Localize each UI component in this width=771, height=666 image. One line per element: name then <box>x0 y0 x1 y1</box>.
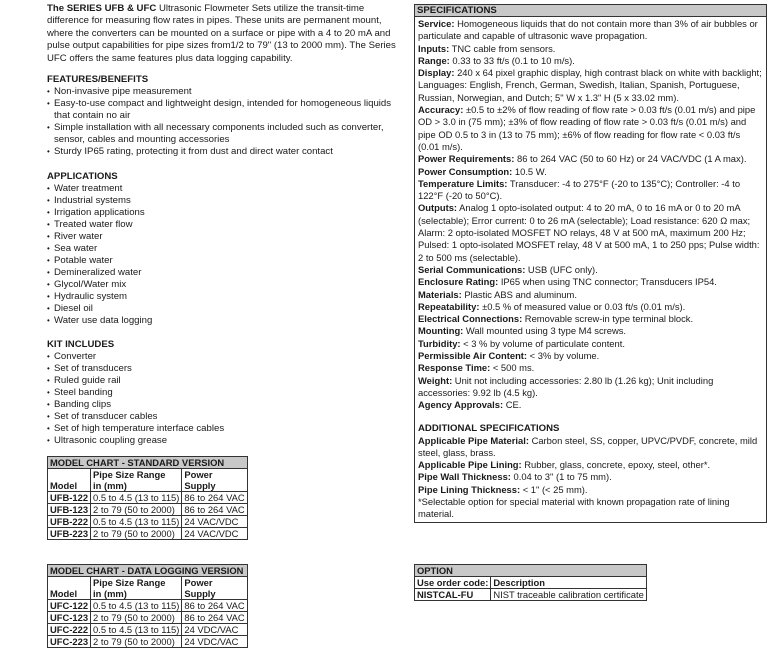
spec-label: Repeatability: <box>418 300 480 312</box>
model-chart-logging-rows <box>48 600 248 648</box>
option-description: NIST traceable calibration certificate <box>491 589 646 601</box>
option-col-code-header: Use order code: <box>415 577 491 589</box>
table-row <box>415 589 647 601</box>
spec-label: Display: <box>418 67 455 79</box>
kit-section <box>47 339 402 447</box>
spec-item <box>418 264 764 276</box>
spec-value: 10.5 W. <box>512 165 547 177</box>
list-item: • Irrigation applications <box>47 207 402 219</box>
pipe-size-cell: 2 to 79 (50 to 2000) <box>91 528 182 540</box>
footnote: *Selectable option for special material with known propagation rate of lining material. <box>418 495 730 520</box>
list-item: • Converter <box>47 351 402 363</box>
spec-label: Response Time: <box>418 362 491 374</box>
spec-item <box>418 399 764 411</box>
additional-specifications-heading: ADDITIONAL SPECIFICATIONS <box>418 422 560 434</box>
spec-value: Homogeneous liquids that do not contain more than 3% of air bubbles or particulate and capable of ultrasonic wave propagation. <box>418 18 758 42</box>
power-supply-cell: 86 to 264 VAC <box>182 504 247 516</box>
spec-item <box>418 362 764 374</box>
spec-item <box>418 67 764 104</box>
list-item: • Sturdy IP65 rating, protecting it from dust and direct water contact <box>47 146 402 158</box>
spec-label: Pipe Lining Thickness: <box>418 483 521 495</box>
specifications-heading: SPECIFICATIONS <box>415 5 766 17</box>
applications-section <box>47 171 402 327</box>
spec-item <box>418 202 764 263</box>
pipe-size-cell: 0.5 to 4.5 (13 to 115) <box>91 492 182 504</box>
list-item: • Ultrasonic coupling grease <box>47 435 402 447</box>
spec-value: < 3% by volume. <box>527 350 600 362</box>
model-cell: UFC-222 <box>48 624 91 636</box>
spec-value: < 1" (< 25 mm). <box>520 483 588 495</box>
model-cell: UFB-223 <box>48 528 91 540</box>
spec-value: ±0.5 % of measured value or 0.03 ft/s (0.01 m/s). <box>479 300 686 312</box>
list-item: • Ruled guide rail <box>47 375 402 387</box>
list-item: • Industrial systems <box>47 195 402 207</box>
spec-value: 0.33 to 33 ft/s (0.1 to 10 m/s). <box>449 54 575 66</box>
model-cell: UFB-122 <box>48 492 91 504</box>
list-item: • Non-invasive pipe measurement <box>47 86 402 98</box>
model-chart-standard-title: MODEL CHART - STANDARD VERSION <box>48 457 248 469</box>
spec-item <box>418 18 764 43</box>
spec-item <box>418 435 764 460</box>
kit-list <box>47 351 402 447</box>
spec-value: Analog 1 opto-isolated output: 4 to 20 mA, 0 to 16 mA or 0 to 20 mA (selectable); Error current: 0 to 26 mA (selectable); Load resistance: 620 Ω max; Alarm: 2 opto-isolated MOSFET NO relays, 48 V at 500 mA, maximum 200 Hz; Pulsed: 1 opto-isolated MOSFET relay, 48 V at 500 mA, 1 to 250 pps; Pulse width: 2 to 500 ms (selectable). <box>418 202 760 263</box>
spec-item <box>418 43 764 55</box>
spec-value: Transducer: -4 to 275°F (-20 to 135°C); Controller: -4 to 122°F (-20 to 50°C). <box>418 177 741 202</box>
model-chart-data-logging <box>47 564 248 648</box>
spec-label: Electrical Connections: <box>418 313 523 325</box>
col-range-header: Pipe Size Range in (mm) <box>91 469 182 492</box>
intro-paragraph <box>47 3 399 65</box>
pipe-size-cell: 0.5 to 4.5 (13 to 115) <box>91 516 182 528</box>
model-cell: UFC-123 <box>48 612 91 624</box>
spec-item <box>418 178 764 203</box>
applications-list <box>47 183 402 327</box>
model-chart-standard <box>47 456 248 540</box>
spec-value: 240 x 64 pixel graphic display, high contrast black on white with backlight; Languages: English, French, German, Swedish, Italian, Spanish, Portuguese, Russian, Norwegian, and Dutch; 5" W x 1.3" H (5 x 33.02 mm). <box>418 67 762 103</box>
list-item: • Sea water <box>47 243 402 255</box>
spec-item <box>418 459 764 471</box>
spec-value: 86 to 264 VAC (50 to 60 Hz) or 24 VAC/VDC (1 A max). <box>514 153 747 165</box>
spec-label: Service: <box>418 18 455 29</box>
model-chart-standard-rows <box>48 492 248 540</box>
spec-value: Wall mounted using 3 type M4 screws. <box>463 325 627 337</box>
option-col-description-header: Description <box>491 577 646 589</box>
spec-item <box>418 289 764 301</box>
spec-label: Agency Approvals: <box>418 399 504 411</box>
table-row <box>48 516 248 528</box>
power-supply-cell: 24 VDC/VAC <box>182 636 247 648</box>
spec-label: Outputs: <box>418 202 458 214</box>
pipe-size-cell: 2 to 79 (50 to 2000) <box>91 504 182 516</box>
list-item: • Set of transducers <box>47 363 402 375</box>
model-cell: UFB-123 <box>48 504 91 516</box>
pipe-size-cell: 2 to 79 (50 to 2000) <box>91 612 182 624</box>
table-row <box>48 624 248 636</box>
list-item: • Banding clips <box>47 399 402 411</box>
table-row <box>48 612 248 624</box>
spec-label: Materials: <box>418 288 462 300</box>
option-code: NISTCAL-FU <box>415 589 491 601</box>
list-item: • River water <box>47 231 402 243</box>
specifications-box <box>414 4 767 523</box>
list-item: • Diesel oil <box>47 303 402 315</box>
spec-item <box>418 484 764 496</box>
spec-item <box>418 104 764 153</box>
spec-value: ±0.5 to ±2% of flow reading of flow rate > 0.03 ft/s (0.01 m/s) and pipe OD > 3.0 in (75 mm); ±3% of flow reading of flow rate > 0.03 ft/s (0.01 m/s) and pipe OD 0.5 to 3 in (13 to 75 mm); ±6% of flow reading for flow rate < 0.03 ft/s (0.01 m/s). <box>418 104 756 152</box>
kit-heading: KIT INCLUDES <box>47 339 115 350</box>
option-table <box>414 564 647 601</box>
spec-item <box>418 375 764 400</box>
spec-value: IP65 when using TNC connector; Transducers IP54. <box>498 276 717 288</box>
spec-label: Pipe Wall Thickness: <box>418 471 511 483</box>
spec-value: CE. <box>503 399 522 411</box>
col-power-header: Power Supply <box>182 469 247 492</box>
spec-label: Inputs: <box>418 42 450 54</box>
power-supply-cell: 24 VDC/VAC <box>182 624 247 636</box>
features-section <box>47 74 402 158</box>
additional-specifications-list <box>418 435 764 496</box>
list-item: • Demineralized water <box>47 267 402 279</box>
spec-value: < 3 % by volume of particulate content. <box>460 337 625 349</box>
model-cell: UFC-223 <box>48 636 91 648</box>
spec-item <box>418 471 764 483</box>
intro-text: Ultrasonic Flowmeter Sets utilize the transit-time difference for measuring flow rates in pipes. These units are permanent mount, where the converters can be mounted on a surface or pipe with a 4 to 20 mA and pulse output capabilities for pipe sizes from1/2 to 79" (13 to 2000 mm). The Series UFC offers the same features plus data logging capability. <box>47 3 396 64</box>
spec-label: Applicable Pipe Material: <box>418 434 529 446</box>
spec-value: TNC cable from sensors. <box>449 42 556 54</box>
spec-value: Plastic ABS and aluminum. <box>461 288 577 300</box>
spec-label: Power Requirements: <box>418 153 515 165</box>
spec-value: Unit not including accessories: 2.80 lb (1.26 kg); Unit including accessories: 9.92 lb (4.5 kg). <box>418 374 714 398</box>
power-supply-cell: 86 to 264 VAC <box>182 600 247 612</box>
pipe-size-cell: 2 to 79 (50 to 2000) <box>91 636 182 648</box>
pipe-size-cell: 0.5 to 4.5 (13 to 115) <box>91 600 182 612</box>
option-title: OPTION <box>415 565 647 577</box>
power-supply-cell: 86 to 264 VAC <box>182 612 247 624</box>
spec-label: Temperature Limits: <box>418 177 508 189</box>
applications-heading: APPLICATIONS <box>47 171 118 182</box>
spec-label: Applicable Pipe Lining: <box>418 459 522 471</box>
features-heading: FEATURES/BENEFITS <box>47 74 149 85</box>
spec-value: Rubber, glass, concrete, epoxy, steel, other*. <box>521 459 711 471</box>
spec-value: Carbon steel, SS, copper, UPVC/PVDF, concrete, mild steel, glass, brass. <box>418 434 758 458</box>
spec-label: Serial Communications: <box>418 263 526 275</box>
spec-label: Accuracy: <box>418 104 464 116</box>
table-row <box>48 528 248 540</box>
spec-value: 0.04 to 3" (1 to 75 mm). <box>510 471 612 483</box>
spec-label: Permissible Air Content: <box>418 350 528 362</box>
spec-value: USB (UFC only). <box>525 263 598 275</box>
list-item: • Easy-to-use compact and lightweight design, intended for homogeneous liquids that contain no air <box>47 98 402 122</box>
list-item: • Glycol/Water mix <box>47 279 402 291</box>
table-row <box>48 600 248 612</box>
spec-item <box>418 166 764 178</box>
col-power-header: Power Supply <box>182 577 247 600</box>
features-list <box>47 86 402 158</box>
spec-item <box>418 276 764 288</box>
model-cell: UFB-222 <box>48 516 91 528</box>
spec-item <box>418 55 764 67</box>
col-model-header: Model <box>48 577 91 600</box>
spec-item <box>418 338 764 350</box>
spec-label: Enclosure Rating: <box>418 276 499 288</box>
list-item: • Steel banding <box>47 387 402 399</box>
spec-item <box>418 153 764 165</box>
spec-label: Turbidity: <box>418 337 461 349</box>
model-cell: UFC-122 <box>48 600 91 612</box>
spec-value: < 500 ms. <box>490 362 535 374</box>
pipe-size-cell: 0.5 to 4.5 (13 to 115) <box>91 624 182 636</box>
spec-label: Weight: <box>418 374 453 386</box>
col-range-header: Pipe Size Range in (mm) <box>91 577 182 600</box>
specifications-list <box>418 18 764 412</box>
list-item: • Potable water <box>47 255 402 267</box>
spec-value: Removable screw-in type terminal block. <box>522 313 694 325</box>
list-item: • Simple installation with all necessary components included such as converter, sensor, cables and mounting accessories <box>47 122 402 146</box>
intro-bold: The SERIES UFB & UFC <box>47 3 157 14</box>
list-item: • Set of high temperature interface cables <box>47 423 402 435</box>
list-item: • Set of transducer cables <box>47 411 402 423</box>
spec-item <box>418 325 764 337</box>
table-row <box>48 504 248 516</box>
spec-item <box>418 313 764 325</box>
spec-label: Power Consumption: <box>418 165 513 177</box>
list-item: • Water treatment <box>47 183 402 195</box>
list-item: • Water use data logging <box>47 315 402 327</box>
power-supply-cell: 24 VAC/VDC <box>182 528 247 540</box>
table-row <box>48 492 248 504</box>
spec-label: Range: <box>418 54 450 66</box>
table-row <box>48 636 248 648</box>
power-supply-cell: 24 VAC/VDC <box>182 516 247 528</box>
spec-item <box>418 350 764 362</box>
power-supply-cell: 86 to 264 VAC <box>182 492 247 504</box>
list-item: • Treated water flow <box>47 219 402 231</box>
spec-label: Mounting: <box>418 325 464 337</box>
model-chart-logging-title: MODEL CHART - DATA LOGGING VERSION <box>48 565 248 577</box>
spec-item <box>418 301 764 313</box>
col-model-header: Model <box>48 469 91 492</box>
list-item: • Hydraulic system <box>47 291 402 303</box>
